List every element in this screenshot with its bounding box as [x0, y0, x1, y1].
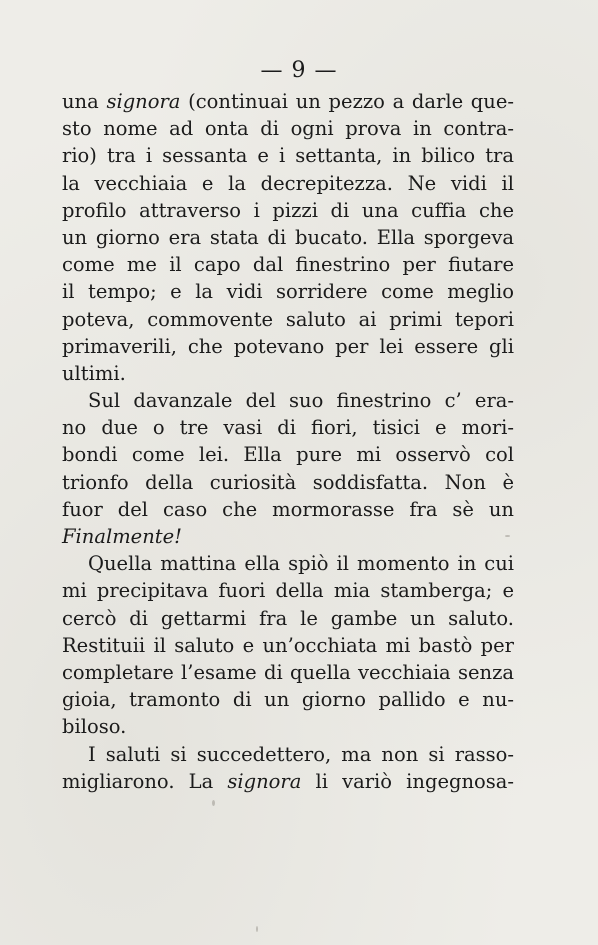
- text-line: fuor del caso che mormorasse fra sè un: [62, 497, 514, 521]
- text-line: cercò di gettarmi fra le gambe un saluto.: [62, 606, 514, 630]
- text-line: sto nome ad onta di ogni prova in contra-: [62, 117, 514, 141]
- text-line: una signora (continuai un pezzo a darle que-: [62, 90, 514, 113]
- paper-speck: [256, 926, 258, 932]
- text-line: I saluti si succedettero, ma non si rasso-: [88, 742, 514, 766]
- body-text: [62, 88, 514, 795]
- text-line: bondi come lei. Ella pure mi osservò col: [62, 443, 514, 467]
- text-line: il tempo; e la vidi sorridere come meglio: [62, 280, 514, 304]
- text-line: profilo attraverso i pizzi di una cuffia che: [62, 198, 514, 222]
- text-line: no due o tre vasi di fiori, tisici e mori-: [62, 416, 514, 440]
- text-line: gioia, tramonto di un giorno pallido e nu-: [62, 688, 514, 712]
- text-line: Restituii il saluto e un’occhiata mi bastò per: [62, 633, 514, 657]
- text-line: trionfo della curiosità soddisfatta. Non è: [62, 470, 514, 494]
- text-line: completare l’esame di quella vecchiaia senza: [62, 660, 514, 684]
- text-line: come me il capo dal finestrino per fiutare: [62, 253, 514, 277]
- text-line: un giorno era stata di bucato. Ella sporgeva: [62, 225, 514, 249]
- paper-speck: [212, 800, 215, 806]
- text-line: ultimi.: [62, 361, 126, 385]
- text-line: migliarono. La signora li variò ingegnosa-: [62, 769, 514, 793]
- text-line: rio) tra i sessanta e i settanta, in bilico tra: [62, 144, 514, 168]
- text-line: Finalmente!: [62, 525, 182, 548]
- text-line: mi precipitava fuori della mia stamberga; e: [62, 579, 514, 603]
- text-line: primaverili, che potevano per lei essere gli: [62, 334, 514, 358]
- text-line: Sul davanzale del suo finestrino c’ era-: [88, 389, 514, 413]
- text-line: biloso.: [62, 715, 127, 739]
- text-line: poteva, commovente saluto ai primi tepori: [62, 307, 514, 331]
- page-number: — 9 —: [260, 58, 338, 83]
- text-line: Quella mattina ella spiò il momento in cui: [88, 552, 514, 576]
- text-line: la vecchiaia e la decrepitezza. Ne vidi il: [62, 171, 514, 195]
- paper-speck: [505, 535, 510, 537]
